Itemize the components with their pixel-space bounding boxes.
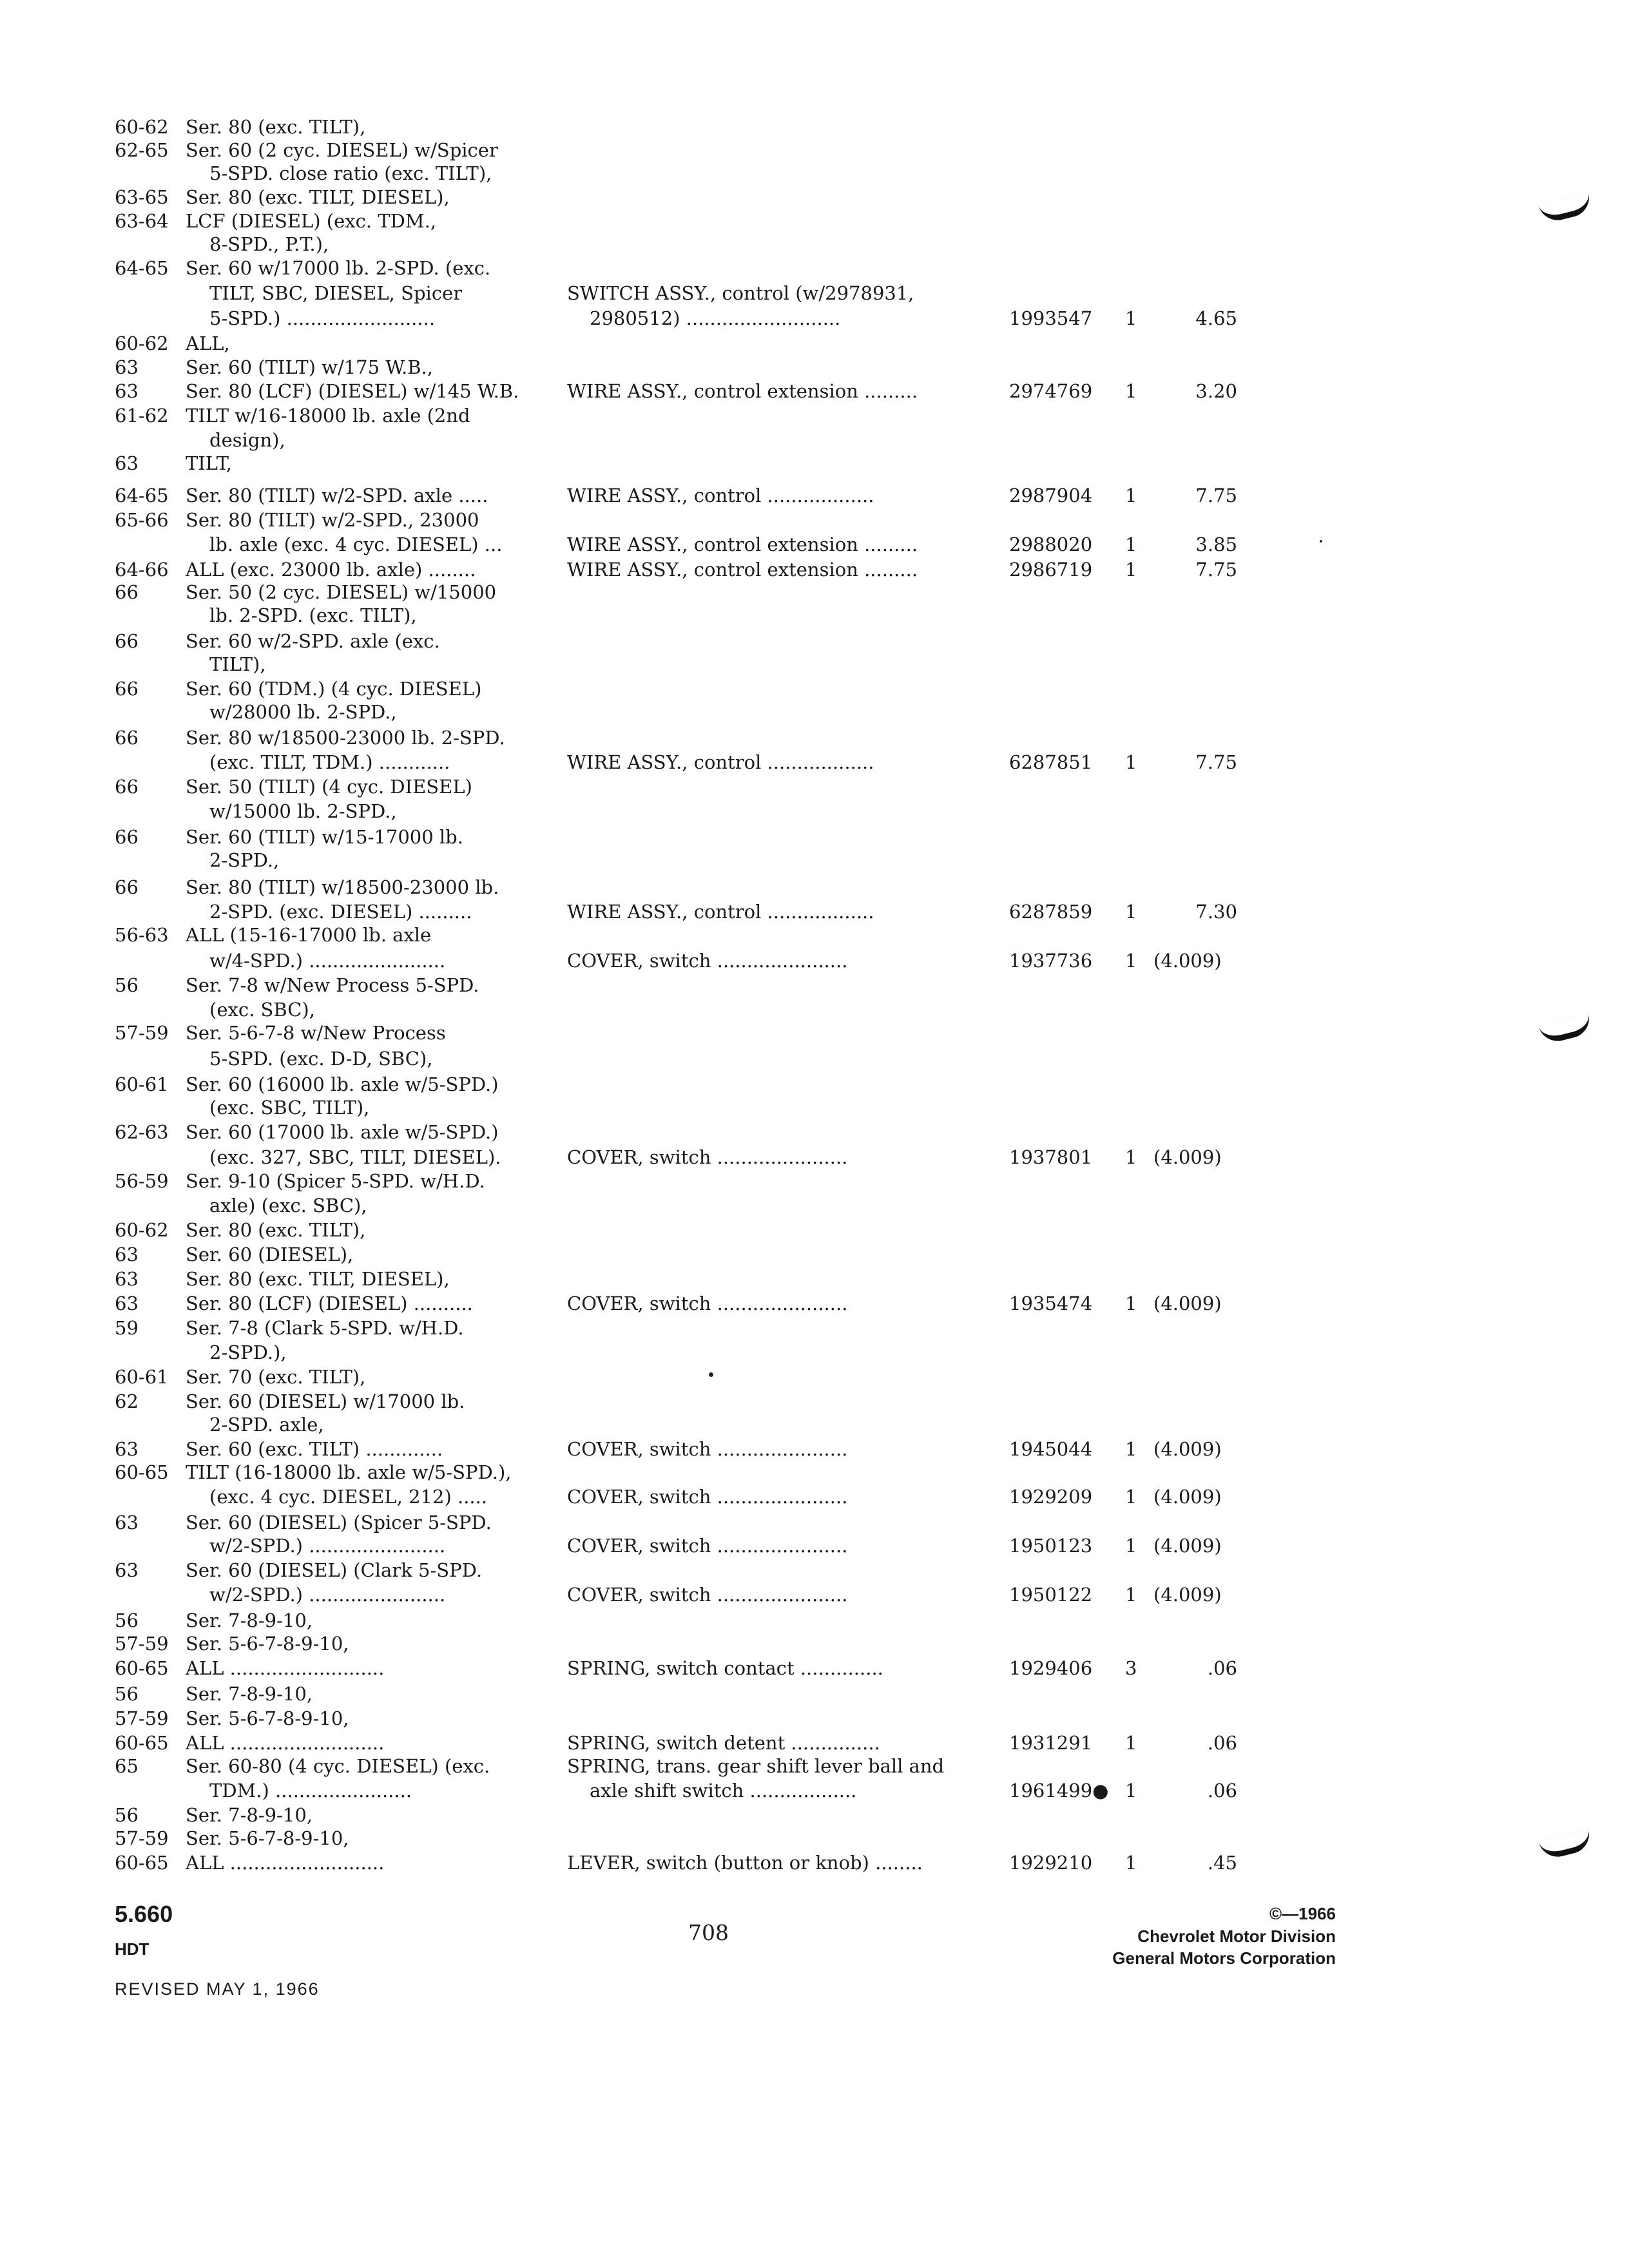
application-text: Ser. 60 w/17000 lb. 2-SPD. (exc.	[186, 257, 491, 279]
application-text: Ser. 7-8 (Clark 5-SPD. w/H.D.	[186, 1317, 464, 1339]
quantity: 1	[1125, 485, 1137, 506]
application-text: ALL ..........................	[186, 1852, 385, 1874]
quantity: 1	[1125, 559, 1137, 581]
part-description: axle shift switch ..................	[590, 1780, 857, 1802]
model-years: 66	[115, 727, 139, 749]
application-text: (exc. 4 cyc. DIESEL, 212) .....	[209, 1486, 488, 1508]
parts-row	[0, 451, 1629, 476]
model-years: 63	[115, 356, 139, 378]
model-years: 63	[115, 452, 139, 474]
model-years: 56	[115, 1804, 139, 1826]
application-text: Ser. 80 (TILT) w/18500-23000 lb.	[186, 876, 499, 898]
parts-row	[0, 1754, 1629, 1778]
price: .06	[1207, 1780, 1237, 1802]
price: 7.75	[1195, 559, 1237, 581]
quantity: 1	[1125, 307, 1137, 329]
price: (4.009)	[1153, 1486, 1222, 1508]
parts-row	[0, 1558, 1629, 1582]
quantity: 1	[1125, 751, 1137, 773]
part-description: COVER, switch ......................	[567, 1535, 848, 1557]
parts-row	[0, 677, 1629, 701]
price: .06	[1207, 1732, 1237, 1754]
model-years: 60-61	[115, 1073, 169, 1095]
parts-row	[0, 700, 1629, 724]
parts-row	[0, 483, 1629, 508]
parts-row	[0, 1656, 1629, 1680]
section-subcode: HDT	[115, 1939, 149, 1959]
part-description: COVER, switch ......................	[567, 1293, 848, 1314]
application-text: Ser. 7-8-9-10,	[186, 1610, 313, 1631]
parts-row	[0, 1778, 1629, 1803]
parts-row	[0, 1803, 1629, 1827]
model-years: 60-61	[115, 1366, 169, 1388]
price: .45	[1207, 1852, 1237, 1874]
application-text: Ser. 60 w/2-SPD. axle (exc.	[186, 630, 440, 652]
parts-row	[0, 281, 1629, 305]
parts-row	[0, 799, 1629, 823]
part-number: 2987904	[1009, 485, 1093, 506]
model-years: 60-65	[115, 1852, 169, 1874]
parts-row	[0, 1021, 1629, 1045]
parts-row	[0, 1437, 1629, 1461]
parts-row	[0, 557, 1629, 582]
parts-row	[0, 652, 1629, 677]
model-years: 66	[115, 630, 139, 652]
part-description: SPRING, switch detent ...............	[567, 1732, 880, 1754]
part-number: 2986719	[1009, 559, 1093, 581]
application-text: w/2-SPD.) .......................	[209, 1584, 446, 1606]
quantity: 1	[1125, 1535, 1137, 1557]
parts-row	[0, 1267, 1629, 1291]
price: 3.85	[1195, 533, 1237, 555]
parts-row	[0, 948, 1629, 973]
parts-row	[0, 1291, 1629, 1316]
parts-row	[0, 1682, 1629, 1706]
price: 7.30	[1195, 901, 1237, 923]
price: .06	[1207, 1657, 1237, 1679]
application-text: Ser. 7-8-9-10,	[186, 1804, 313, 1826]
parts-row	[0, 1510, 1629, 1535]
application-text: LCF (DIESEL) (exc. TDM.,	[186, 210, 437, 232]
quantity: 1	[1125, 1486, 1137, 1508]
parts-row	[0, 1389, 1629, 1414]
parts-row	[0, 1460, 1629, 1485]
parts-row	[0, 848, 1629, 872]
parts-row	[0, 379, 1629, 403]
application-text: Ser. 70 (exc. TILT),	[186, 1366, 366, 1388]
model-years: 60-65	[115, 1732, 169, 1754]
application-text: (exc. SBC),	[209, 999, 315, 1021]
copyright-line: ©—1966	[1269, 1904, 1336, 1923]
print-speck	[709, 1372, 713, 1377]
quantity: 1	[1125, 1584, 1137, 1606]
part-number: 1931291	[1009, 1732, 1093, 1754]
part-number: 1929406	[1009, 1657, 1093, 1679]
parts-row	[0, 875, 1629, 899]
part-number: 1961499●	[1009, 1780, 1109, 1802]
application-text: Ser. 60 (DIESEL) w/17000 lb.	[186, 1390, 465, 1412]
application-text: ALL ..........................	[186, 1732, 385, 1754]
price: 3.20	[1195, 380, 1237, 402]
parts-row	[0, 1412, 1629, 1437]
application-text: Ser. 60-80 (4 cyc. DIESEL) (exc.	[186, 1755, 490, 1777]
parts-row	[0, 138, 1629, 162]
parts-row	[0, 508, 1629, 532]
model-years: 63	[115, 1559, 139, 1581]
part-description: COVER, switch ......................	[567, 1146, 848, 1168]
model-years: 64-65	[115, 485, 169, 506]
parts-row	[0, 355, 1629, 380]
quantity: 1	[1125, 1146, 1137, 1168]
model-years: 66	[115, 776, 139, 798]
parts-row	[0, 1046, 1629, 1071]
application-text: (exc. TILT, TDM.) ............	[209, 751, 450, 773]
model-years: 65-66	[115, 509, 169, 531]
quantity: 1	[1125, 950, 1137, 972]
model-years: 66	[115, 876, 139, 898]
model-years: 63-65	[115, 186, 169, 208]
model-years: 65	[115, 1755, 139, 1777]
application-text: Ser. 60 (16000 lb. axle w/5-SPD.)	[186, 1073, 499, 1095]
part-description: SWITCH ASSY., control (w/2978931,	[567, 282, 914, 304]
application-text: 8-SPD., P.T.),	[209, 233, 329, 255]
part-number: 1929210	[1009, 1852, 1093, 1874]
application-text: Ser. 60 (DIESEL),	[186, 1244, 354, 1265]
part-number: 1950122	[1009, 1584, 1093, 1606]
price: (4.009)	[1153, 1293, 1222, 1314]
model-years: 64-65	[115, 257, 169, 279]
parts-row	[0, 580, 1629, 604]
part-number: 2988020	[1009, 533, 1093, 555]
parts-row	[0, 1145, 1629, 1169]
parts-row	[0, 899, 1629, 924]
model-years: 57-59	[115, 1022, 169, 1044]
part-number: 2974769	[1009, 380, 1093, 402]
application-text: ALL ..........................	[186, 1657, 385, 1679]
application-text: 5-SPD.) .........................	[209, 307, 436, 329]
price: (4.009)	[1153, 1535, 1222, 1557]
model-years: 57-59	[115, 1633, 169, 1655]
application-text: Ser. 80 (TILT) w/2-SPD., 23000	[186, 509, 479, 531]
application-text: 2-SPD.,	[209, 849, 280, 871]
application-text: lb. axle (exc. 4 cyc. DIESEL) ...	[209, 533, 503, 555]
parts-row	[0, 428, 1629, 452]
price: 4.65	[1195, 307, 1237, 329]
model-years: 63	[115, 380, 139, 402]
price: (4.009)	[1153, 1584, 1222, 1606]
parts-row	[0, 1316, 1629, 1340]
application-text: TILT,	[186, 452, 232, 474]
quantity: 3	[1125, 1657, 1137, 1679]
parts-row	[0, 1095, 1629, 1120]
application-text: w/4-SPD.) .......................	[209, 950, 446, 972]
part-description: 2980512) ..........................	[590, 307, 841, 329]
application-text: w/2-SPD.) .......................	[209, 1535, 446, 1557]
parts-row	[0, 1365, 1629, 1389]
quantity: 1	[1125, 1438, 1137, 1460]
model-years: 66	[115, 581, 139, 603]
application-text: Ser. 5-6-7-8-9-10,	[186, 1633, 349, 1655]
application-text: Ser. 60 (TDM.) (4 cyc. DIESEL)	[186, 678, 482, 700]
application-text: Ser. 80 (exc. TILT),	[186, 116, 366, 138]
parts-row	[0, 331, 1629, 356]
parts-row	[0, 1072, 1629, 1097]
model-years: 63	[115, 1293, 139, 1314]
parts-row	[0, 1826, 1629, 1850]
parts-row	[0, 209, 1629, 233]
parts-row	[0, 1631, 1629, 1656]
application-text: Ser. 80 (LCF) (DIESEL) ..........	[186, 1293, 473, 1314]
model-years: 62-63	[115, 1121, 169, 1143]
model-years: 57-59	[115, 1707, 169, 1729]
part-description: WIRE ASSY., control ..................	[567, 485, 874, 506]
parts-row	[0, 923, 1629, 947]
parts-row	[0, 403, 1629, 428]
model-years: 60-65	[115, 1657, 169, 1679]
part-number: 1935474	[1009, 1293, 1093, 1314]
price: (4.009)	[1153, 1146, 1222, 1168]
part-number: 1937736	[1009, 950, 1093, 972]
parts-row	[0, 997, 1629, 1022]
quantity: 1	[1125, 1852, 1137, 1874]
application-text: Ser. 5-6-7-8 w/New Process	[186, 1022, 446, 1044]
application-text: design),	[209, 429, 285, 451]
application-text: 5-SPD. close ratio (exc. TILT),	[209, 162, 492, 184]
publisher-division: Chevrolet Motor Division	[1137, 1927, 1336, 1946]
part-description: SPRING, switch contact ..............	[567, 1657, 883, 1679]
part-description: COVER, switch ......................	[567, 950, 848, 972]
quantity: 1	[1125, 1732, 1137, 1754]
part-number: 1937801	[1009, 1146, 1093, 1168]
part-number: 6287851	[1009, 751, 1093, 773]
part-description: WIRE ASSY., control extension .........	[567, 380, 918, 402]
part-description: WIRE ASSY., control ..................	[567, 901, 874, 923]
application-text: 2-SPD. (exc. DIESEL) .........	[209, 901, 472, 923]
model-years: 60-65	[115, 1461, 169, 1483]
model-years: 63	[115, 1268, 139, 1290]
quantity: 1	[1125, 533, 1137, 555]
parts-row	[0, 750, 1629, 774]
parts-row	[0, 825, 1629, 849]
model-years: 60-62	[115, 116, 169, 138]
parts-row	[0, 1533, 1629, 1558]
model-years: 56-59	[115, 1170, 169, 1192]
print-speck	[1320, 540, 1322, 543]
application-text: 5-SPD. (exc. D-D, SBC),	[209, 1048, 433, 1070]
parts-row	[0, 726, 1629, 750]
part-number: 1945044	[1009, 1438, 1093, 1460]
application-text: 2-SPD.),	[209, 1341, 287, 1363]
parts-row	[0, 1193, 1629, 1218]
application-text: w/15000 lb. 2-SPD.,	[209, 800, 397, 822]
application-text: Ser. 80 (exc. TILT, DIESEL),	[186, 186, 450, 208]
parts-row	[0, 1731, 1629, 1755]
model-years: 59	[115, 1317, 139, 1339]
publisher-corporation: General Motors Corporation	[1112, 1948, 1336, 1968]
price: 7.75	[1195, 485, 1237, 506]
parts-row	[0, 1850, 1629, 1875]
parts-row	[0, 256, 1629, 280]
parts-row	[0, 1120, 1629, 1144]
parts-row	[0, 629, 1629, 653]
quantity: 1	[1125, 901, 1137, 923]
model-years: 62	[115, 1390, 139, 1412]
parts-row	[0, 161, 1629, 186]
application-text: TILT (16-18000 lb. axle w/5-SPD.),	[186, 1461, 512, 1483]
price: (4.009)	[1153, 1438, 1222, 1460]
application-text: Ser. 5-6-7-8-9-10,	[186, 1827, 349, 1849]
application-text: Ser. 80 (TILT) w/2-SPD. axle .....	[186, 485, 488, 506]
part-description: COVER, switch ......................	[567, 1438, 848, 1460]
parts-row	[0, 1608, 1629, 1633]
part-number: 6287859	[1009, 901, 1093, 923]
application-text: Ser. 9-10 (Spicer 5-SPD. w/H.D.	[186, 1170, 485, 1192]
application-text: Ser. 80 (exc. TILT, DIESEL),	[186, 1268, 450, 1290]
parts-row	[0, 1218, 1629, 1242]
parts-row	[0, 115, 1629, 139]
model-years: 60-62	[115, 1219, 169, 1241]
application-text: Ser. 80 (exc. TILT),	[186, 1219, 366, 1241]
model-years: 56	[115, 1610, 139, 1631]
part-description: COVER, switch ......................	[567, 1584, 848, 1606]
parts-row	[0, 1485, 1629, 1509]
application-text: Ser. 60 (2 cyc. DIESEL) w/Spicer	[186, 139, 498, 161]
page-number: 708	[688, 1920, 729, 1945]
application-text: Ser. 5-6-7-8-9-10,	[186, 1707, 349, 1729]
model-years: 56	[115, 1683, 139, 1705]
application-text: Ser. 80 w/18500-23000 lb. 2-SPD.	[186, 727, 505, 749]
model-years: 66	[115, 678, 139, 700]
part-description: LEVER, switch (button or knob) ........	[567, 1852, 923, 1874]
application-text: Ser. 60 (DIESEL) (Clark 5-SPD.	[186, 1559, 483, 1581]
application-text: Ser. 7-8-9-10,	[186, 1683, 313, 1705]
application-text: axle) (exc. SBC),	[209, 1195, 367, 1216]
application-text: (exc. SBC, TILT),	[209, 1097, 370, 1119]
model-years: 60-62	[115, 332, 169, 354]
part-number: 1950123	[1009, 1535, 1093, 1557]
application-text: w/28000 lb. 2-SPD.,	[209, 701, 397, 723]
price: (4.009)	[1153, 950, 1222, 972]
part-description: WIRE ASSY., control ..................	[567, 751, 874, 773]
application-text: TDM.) .......................	[209, 1780, 412, 1802]
part-description: COVER, switch ......................	[567, 1486, 848, 1508]
parts-row	[0, 306, 1629, 331]
part-description: WIRE ASSY., control extension .........	[567, 533, 918, 555]
part-description: SPRING, trans. gear shift lever ball and	[567, 1755, 945, 1777]
application-text: Ser. 60 (TILT) w/175 W.B.,	[186, 356, 434, 378]
part-number: 1929209	[1009, 1486, 1093, 1508]
model-years: 66	[115, 826, 139, 848]
quantity: 1	[1125, 1293, 1137, 1314]
model-years: 63	[115, 1438, 139, 1460]
application-text: ALL (15-16-17000 lb. axle	[186, 924, 432, 946]
parts-row	[0, 603, 1629, 628]
application-text: Ser. 60 (TILT) w/15-17000 lb.	[186, 826, 463, 848]
parts-row	[0, 774, 1629, 799]
part-description: WIRE ASSY., control extension .........	[567, 559, 918, 581]
part-number: 1993547	[1009, 307, 1093, 329]
application-text: Ser. 50 (2 cyc. DIESEL) w/15000	[186, 581, 497, 603]
parts-row	[0, 1242, 1629, 1267]
application-text: Ser. 60 (17000 lb. axle w/5-SPD.)	[186, 1121, 499, 1143]
quantity: 1	[1125, 380, 1137, 402]
parts-row	[0, 973, 1629, 997]
application-text: ALL (exc. 23000 lb. axle) ........	[186, 559, 476, 581]
application-text: (exc. 327, SBC, TILT, DIESEL).	[209, 1146, 501, 1168]
model-years: 63	[115, 1244, 139, 1265]
application-text: Ser. 7-8 w/New Process 5-SPD.	[186, 974, 479, 996]
application-text: Ser. 80 (LCF) (DIESEL) w/145 W.B.	[186, 380, 519, 402]
model-years: 57-59	[115, 1827, 169, 1849]
model-years: 64-66	[115, 559, 169, 581]
parts-row	[0, 232, 1629, 256]
application-text: TILT),	[209, 653, 266, 675]
parts-row	[0, 1706, 1629, 1731]
model-years: 63	[115, 1512, 139, 1533]
application-text: lb. 2-SPD. (exc. TILT),	[209, 604, 417, 626]
application-text: TILT w/16-18000 lb. axle (2nd	[186, 405, 470, 427]
model-years: 56	[115, 974, 139, 996]
parts-row	[0, 1582, 1629, 1607]
application-text: 2-SPD. axle,	[209, 1414, 324, 1436]
section-code: 5.660	[115, 1901, 173, 1927]
parts-row	[0, 532, 1629, 557]
model-years: 62-65	[115, 139, 169, 161]
application-text: TILT, SBC, DIESEL, Spicer	[209, 282, 463, 304]
parts-row	[0, 185, 1629, 209]
model-years: 61-62	[115, 405, 169, 427]
price: 7.75	[1195, 751, 1237, 773]
application-text: ALL,	[186, 332, 230, 354]
model-years: 63-64	[115, 210, 169, 232]
parts-row	[0, 1169, 1629, 1193]
revision-date: REVISED MAY 1, 1966	[115, 1979, 320, 1999]
parts-row	[0, 1340, 1629, 1365]
application-text: Ser. 60 (exc. TILT) .............	[186, 1438, 443, 1460]
quantity: 1	[1125, 1780, 1137, 1802]
model-years: 56-63	[115, 924, 169, 946]
application-text: Ser. 60 (DIESEL) (Spicer 5-SPD.	[186, 1512, 492, 1533]
application-text: Ser. 50 (TILT) (4 cyc. DIESEL)	[186, 776, 472, 798]
